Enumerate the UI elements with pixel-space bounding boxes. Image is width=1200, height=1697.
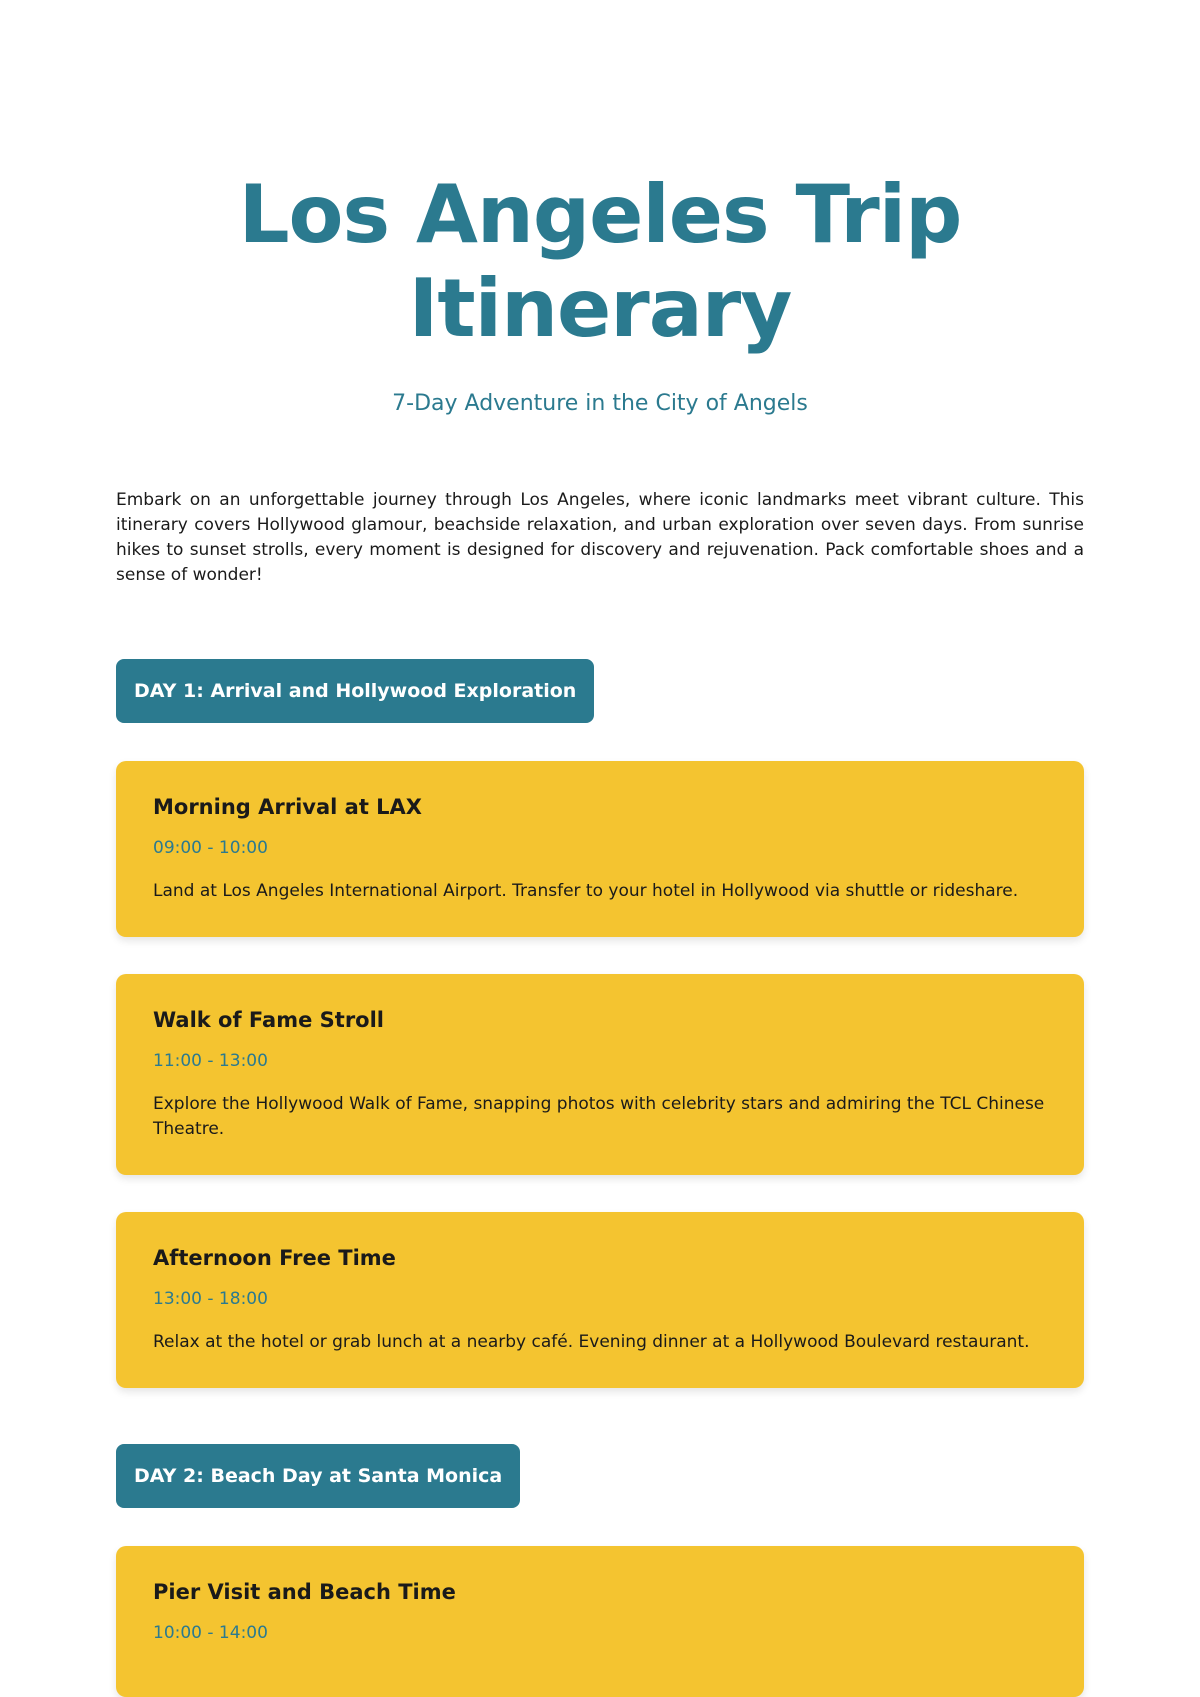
page-title: Los Angeles Trip Itinerary bbox=[238, 168, 962, 355]
activity-card bbox=[116, 1212, 1084, 1388]
activity-description: Explore the Hollywood Walk of Fame, snapping photos with celebrity stars and admiring the TCL Chinese Theatre. bbox=[153, 1094, 1045, 1139]
activity-title: Walk of Fame Stroll bbox=[153, 1008, 384, 1032]
intro-paragraph: Embark on an unforgettable journey through Los Angeles, where iconic landmarks meet vibrant culture. This itinerary covers Hollywood glamour, beachside relaxation, and urban exploration over seven days. From sunrise hikes to sunset strolls, every moment is designed for discovery and rejuvenation. Pack comfortable shoes and a sense of wonder! bbox=[116, 490, 1084, 585]
activity-card bbox=[116, 974, 1084, 1175]
activity-time: 10:00 - 14:00 bbox=[153, 1623, 268, 1643]
activity-time: 11:00 - 13:00 bbox=[153, 1051, 268, 1071]
activity-description: Land at Los Angeles International Airport. Transfer to your hotel in Hollywood via shuttle or rideshare. bbox=[153, 881, 1019, 901]
activity-description: Relax at the hotel or grab lunch at a nearby café. Evening dinner at a Hollywood Boulevard restaurant. bbox=[153, 1332, 1030, 1352]
itinerary-page bbox=[116, 0, 1084, 1697]
activity-time: 13:00 - 18:00 bbox=[153, 1289, 268, 1309]
activity-title: Pier Visit and Beach Time bbox=[153, 1580, 456, 1604]
day-1-section bbox=[116, 659, 1084, 1388]
activity-card bbox=[116, 761, 1084, 937]
page-subtitle: 7-Day Adventure in the City of Angels bbox=[392, 391, 808, 416]
activity-title: Afternoon Free Time bbox=[153, 1246, 396, 1270]
day-2-section bbox=[116, 1444, 1084, 1697]
activity-time: 09:00 - 10:00 bbox=[153, 838, 268, 858]
day-1-header: DAY 1: Arrival and Hollywood Exploration bbox=[116, 659, 594, 723]
activity-card bbox=[116, 1546, 1084, 1697]
activity-title: Morning Arrival at LAX bbox=[153, 795, 423, 819]
day-2-header: DAY 2: Beach Day at Santa Monica bbox=[116, 1444, 520, 1508]
